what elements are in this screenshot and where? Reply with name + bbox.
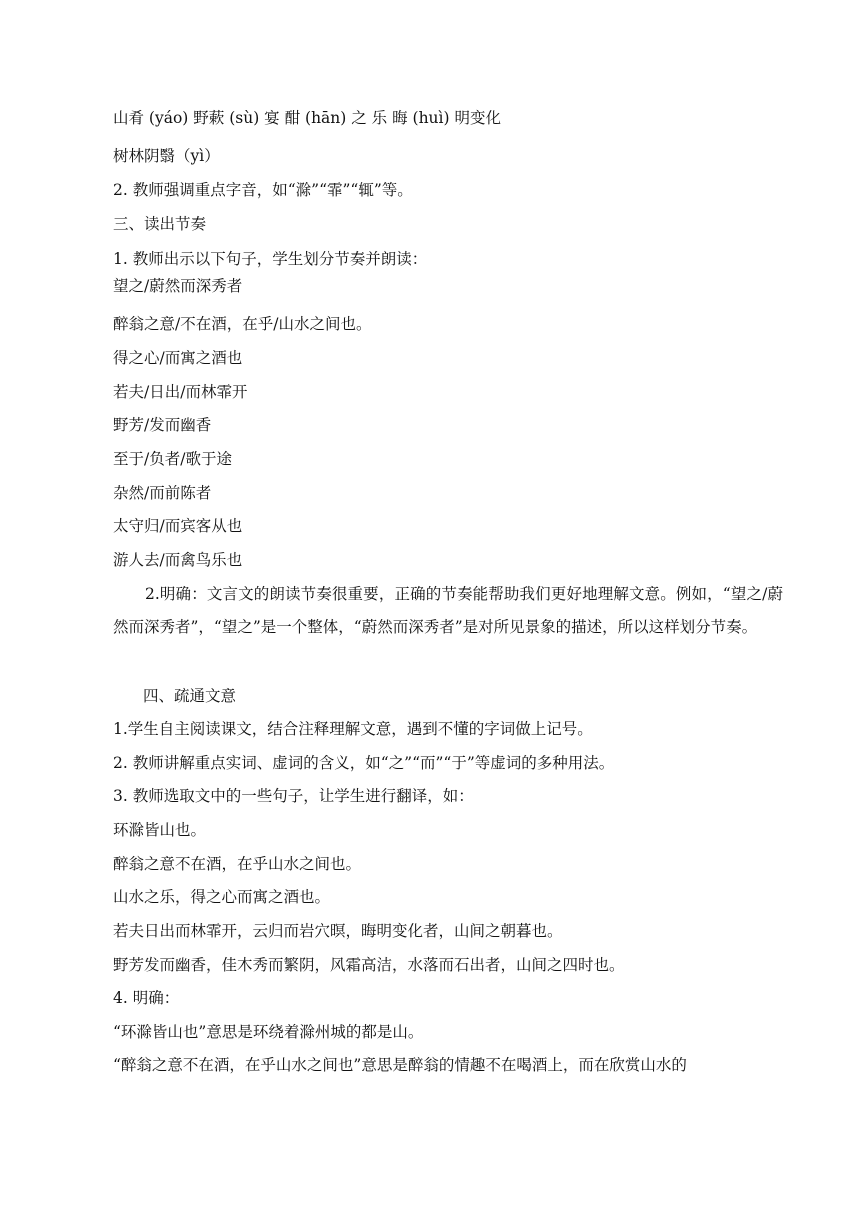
translate-sentence: 环滁皆山也。	[113, 821, 207, 839]
answer-line: “环滁皆山也”意思是环绕着滁州城的都是山。	[113, 1023, 424, 1041]
translate-sentence: 野芳发而幽香，佳木秀而繁阴，风霜高洁，水落而石出者，山间之四时也。	[113, 956, 625, 974]
rhythm-line: 游人去/而禽鸟乐也	[113, 551, 243, 569]
section-heading: 四、疏通文意	[143, 687, 237, 705]
rhythm-line: 望之/蔚然而深秀者	[113, 277, 243, 295]
text-line: 1.学生自主阅读课文，结合注释理解文意，遇到不懂的字词做上记号。	[113, 720, 593, 738]
text-line: 3. 教师选取文中的一些句子，让学生进行翻译，如：	[113, 787, 474, 805]
translate-sentence: 醉翁之意不在酒，在乎山水之间也。	[113, 855, 362, 873]
rhythm-line: 醉翁之意/不在酒，在乎/山水之间也。	[113, 315, 372, 333]
rhythm-line: 至于/负者/歌于途	[113, 450, 232, 468]
answer-line: “醉翁之意不在酒，在乎山水之间也”意思是醉翁的情趣不在喝酒上，而在欣赏山水的	[113, 1056, 687, 1074]
text-line: 2. 教师讲解重点实词、虚词的含义，如“之”“而”“于”等虚词的多种用法。	[113, 754, 615, 772]
text-line: 2. 教师强调重点字音，如“滁”“霏”“辄”等。	[113, 181, 413, 199]
rhythm-line: 若夫/日出/而林霏开	[113, 383, 248, 401]
paragraph-explanation: 2.明确：文言文的朗读节奏很重要，正确的节奏能帮助我们更好地理解文意。例如，“望之/蔚然而深秀者”，“望之”是一个整体，“蔚然而深秀者”是对所见景象的描述，所以这样划分节奏。	[113, 585, 783, 636]
translate-sentence: 若夫日出而林霏开，云归而岩穴暝，晦明变化者，山间之朝暮也。	[113, 922, 563, 940]
pinyin-row: 山肴 (yáo) 野蔌 (sù) 宴 酣 (hān) 之 乐 晦 (huì) 明变化	[113, 109, 501, 127]
rhythm-line: 得之心/而寓之酒也	[113, 349, 243, 367]
pinyin-row-2: 树林阴翳（yì）	[113, 147, 220, 165]
text-line: 1. 教师出示以下句子，学生划分节奏并朗读：	[113, 250, 428, 268]
rhythm-line: 野芳/发而幽香	[113, 416, 212, 434]
translate-sentence: 山水之乐，得之心而寓之酒也。	[113, 888, 331, 906]
rhythm-line: 杂然/而前陈者	[113, 484, 212, 502]
section-heading: 三、读出节奏	[113, 215, 207, 233]
rhythm-line: 太守归/而宾客从也	[113, 517, 243, 535]
text-line: 4. 明确：	[113, 989, 180, 1007]
